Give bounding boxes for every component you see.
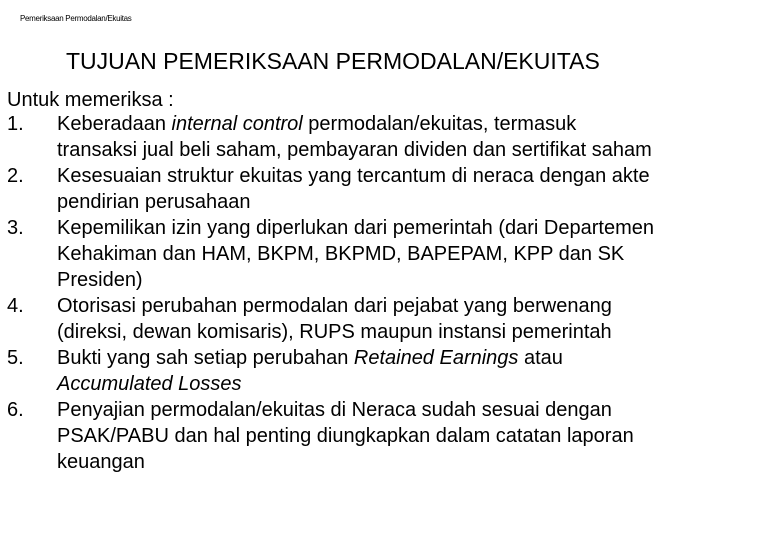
item-line: Kepemilikan izin yang diperlukan dari pemerintah (dari Departemen [57, 217, 654, 239]
item-number: 6. [7, 399, 24, 421]
list-item-2 [7, 163, 775, 215]
item-italic-text: internal control [171, 113, 303, 135]
item-number: 4. [7, 295, 24, 317]
item-line [57, 111, 775, 137]
item-number: 5. [7, 347, 24, 369]
item-line: transaksi jual beli saham, pembayaran dividen dan sertifikat saham [57, 139, 652, 161]
item-line: PSAK/PABU dan hal penting diungkapkan dalam catatan laporan [57, 425, 634, 447]
list-item-5 [7, 345, 775, 397]
item-number: 1. [7, 113, 24, 135]
item-line: Otorisasi perubahan permodalan dari pejabat yang berwenang [57, 295, 612, 317]
item-italic-text: Retained Earnings [353, 347, 519, 369]
list-item-4 [7, 293, 775, 345]
item-text: atau [518, 347, 563, 369]
item-line: Penyajian permodalan/ekuitas di Neraca sudah sesuai dengan [57, 399, 612, 421]
item-line: keuangan [57, 451, 145, 473]
item-text: permodalan/ekuitas, termasuk [302, 113, 577, 135]
item-line: Accumulated Losses [57, 373, 242, 395]
item-line: Kesesuaian struktur ekuitas yang tercantum di neraca dengan akte [57, 165, 650, 187]
item-text: Keberadaan [57, 113, 172, 135]
objectives-list [7, 111, 775, 475]
header-label: Pemeriksaan Permodalan/Ekuitas [20, 14, 132, 23]
item-line: (direksi, dewan komisaris), RUPS maupun instansi pemerintah [57, 321, 612, 343]
list-item-3 [7, 215, 775, 293]
intro-text: Untuk memeriksa : [7, 89, 174, 111]
item-text: Bukti yang sah setiap perubahan [57, 347, 354, 369]
item-number: 3. [7, 217, 24, 239]
item-line: Presiden) [57, 269, 143, 291]
item-number: 2. [7, 165, 24, 187]
item-line: Kehakiman dan HAM, BKPM, BKPMD, BAPEPAM, KPP dan SK [57, 243, 625, 265]
list-item-1 [7, 111, 775, 163]
item-line [57, 345, 775, 371]
slide-title: TUJUAN PEMERIKSAAN PERMODALAN/EKUITAS [66, 48, 600, 74]
item-line: pendirian perusahaan [57, 191, 251, 213]
list-item-6 [7, 397, 775, 475]
